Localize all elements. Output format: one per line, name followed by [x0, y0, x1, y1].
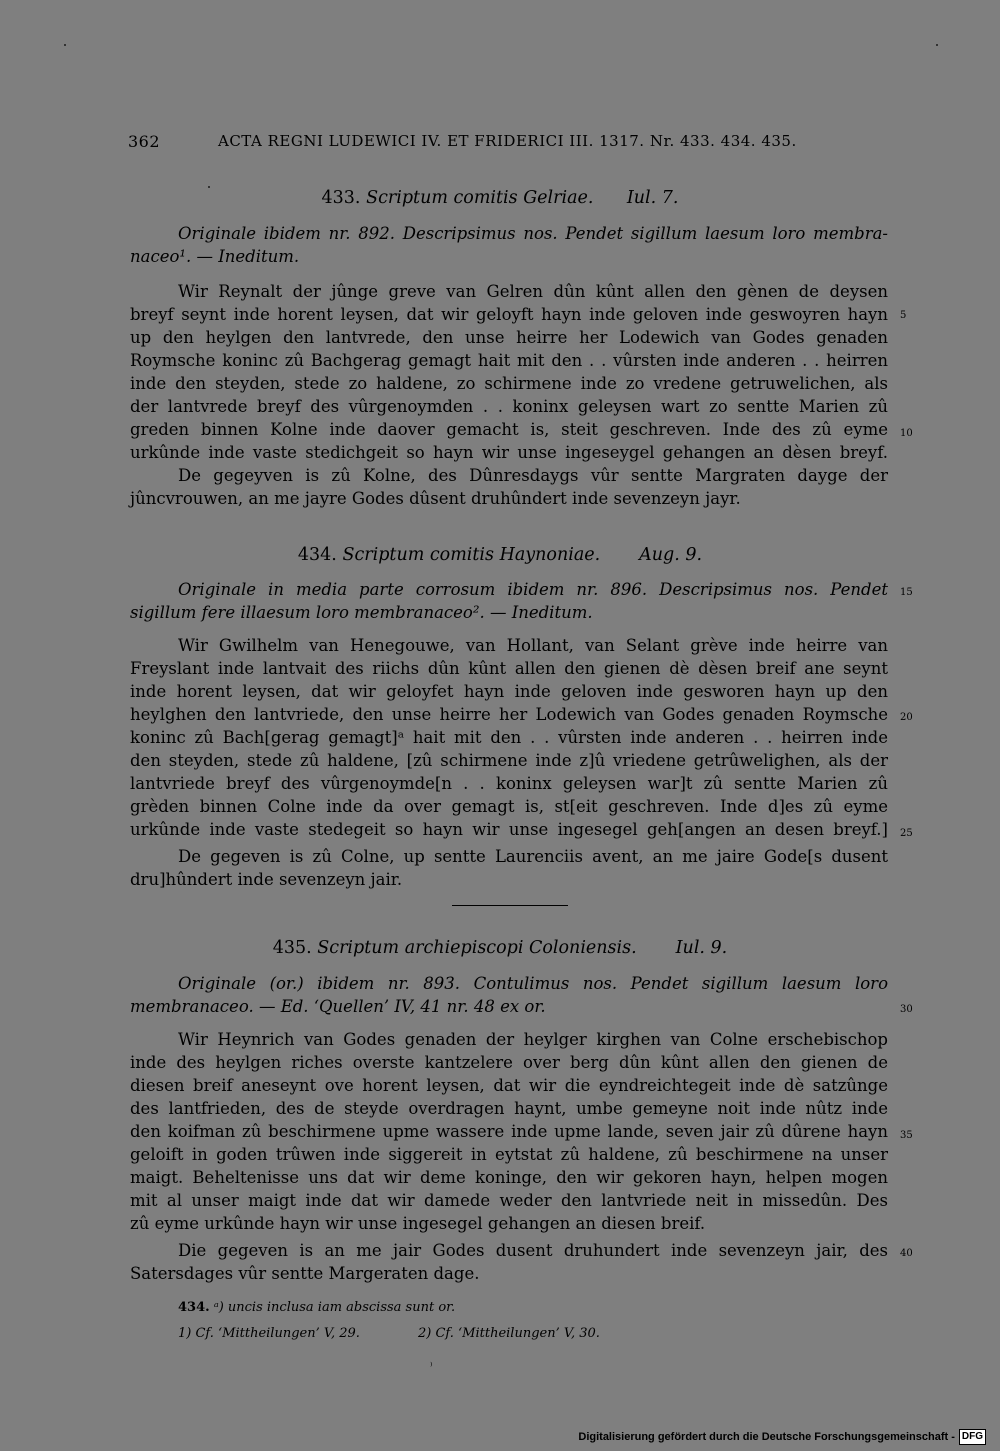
doc-number: 435.: [272, 938, 312, 958]
dfg-logo-icon: DFG: [959, 1429, 986, 1445]
doc-meta-line: sigillum fere illaesum loro membranaceo². — Ineditum.: [130, 603, 593, 622]
text-line: der lantvrede breyf des vûrgenoymden . . koninx geleysen wart zo sentte Marien zû: [130, 397, 888, 416]
doc-meta-line: Originale ibidem nr. 892. Descripsimus nos. Pendet sigillum laesum loro membra-: [178, 224, 888, 243]
text-line: diesen breif aneseynt ove horent leysen, dat wir die eyndreichtegeit inde dè satzûnge: [130, 1076, 888, 1095]
text-line: De gegeyven is zû Kolne, des Dûnresdaygs vûr sentte Margraten dayge der: [178, 466, 888, 485]
signature-mark: ₎: [430, 1358, 433, 1369]
doc-number: 433.: [321, 188, 361, 208]
text-line: De gegeven is zû Colne, up sentte Laurenciis avent, an me jaire Gode[s dusent: [178, 847, 888, 866]
page-header: [128, 132, 898, 156]
text-line: maigt. Beheltenisse uns dat wir deme koninge, den wir gekoren hayn, helpen mogen: [130, 1168, 888, 1187]
scan-speck: [936, 44, 938, 46]
text-line: Wir Reynalt der jûnge greve van Gelren dûn kûnt allen den gènen de deysen: [178, 282, 888, 301]
margin-line-number: 5: [900, 310, 907, 321]
margin-line-number: 40: [900, 1248, 913, 1259]
text-line: den koifman zû beschirmene upme wassere inde upme lande, seven jair zû dûrene hayn: [130, 1122, 888, 1141]
text-line: Satersdages vûr sentte Margeraten dage.: [130, 1264, 480, 1283]
text-line: mit al unser maigt inde dat wir damede weder den lantvriede neit in missedûn. Des: [130, 1191, 888, 1210]
text-line: lantvriede breyf des vûrgenoymde[n . . koninx geleysen war]t zû sentte Marien zû: [130, 774, 888, 793]
doc-meta-line: Originale in media parte corrosum ibidem nr. 896. Descripsimus nos. Pendet: [178, 580, 888, 599]
text-line: des lantfrieden, des de steyde overdragen haynt, umbe gemeyne noit inde nûtz inde: [130, 1099, 888, 1118]
text-line: heylghen den lantvriede, den unse heirre her Lodewich van Godes genaden Roymsche: [130, 705, 888, 724]
text-line: Wir Gwilhelm van Henegouwe, van Hollant, van Selant grève inde heirre van: [178, 636, 888, 655]
text-line: greden binnen Kolne inde daover gemacht is, steit geschreven. Inde des zû eyme: [130, 420, 888, 439]
doc-number: 434.: [297, 545, 337, 565]
doc-435-title: [0, 938, 1000, 958]
margin-line-number: 35: [900, 1130, 913, 1141]
doc-date: Iul. 7.: [626, 188, 679, 208]
footnote-ref: 434.: [178, 1300, 210, 1315]
margin-line-number: 15: [900, 587, 913, 598]
text-line: breyf seynt inde horent leysen, dat wir geloyft hayn inde geloven inde geswoyren hayn: [130, 305, 888, 324]
text-line: dru]hûndert inde sevenzeyn jair.: [130, 870, 403, 889]
doc-433-title: [0, 188, 1000, 208]
margin-line-number: 30: [900, 1004, 913, 1015]
running-title: ACTA REGNI LUDEWICI IV. ET FRIDERICI III. 1317. Nr. 433. 434. 435.: [218, 132, 797, 150]
text-line: den steyden, stede zû haldene, [zû schirmene inde z]û vriedene getrûwelighen, als der: [130, 751, 888, 770]
text-line: geloift in goden trûwen inde siggereit in eytstat zû haldene, zû beschirmene na unser: [130, 1145, 888, 1164]
text-line: Freyslant inde lantvait des riichs dûn kûnt allen den gienen dè dèsen breif ane seynt: [130, 659, 888, 678]
doc-meta-line: naceo¹. — Ineditum.: [130, 247, 300, 266]
margin-line-number: 20: [900, 712, 913, 723]
doc-date: Iul. 9.: [675, 938, 728, 958]
doc-heading: Scriptum archiepiscopi Coloniensis.: [317, 938, 637, 958]
scan-speck: [64, 44, 66, 46]
doc-heading: Scriptum comitis Haynoniae.: [342, 545, 601, 565]
doc-heading: Scriptum comitis Gelriae.: [366, 188, 594, 208]
margin-line-number: 10: [900, 428, 913, 439]
text-line: inde horent leysen, dat wir geloyfet hayn inde geloven inde gesworen hayn up den: [130, 682, 888, 701]
text-line: koninc zû Bach[gerag gemagt]ᵃ hait mit den . . vûrsten inde anderen . . heirren inde: [130, 728, 888, 747]
text-line: jûncvrouwen, an me jayre Godes dûsent druhûndert inde sevenzeyn jayr.: [130, 489, 741, 508]
digitization-credit: [578, 1427, 986, 1447]
footnote-a: [178, 1300, 455, 1315]
section-divider: [452, 905, 568, 906]
text-line: inde des heylgen riches overste kantzelere over berg dûn kûnt allen den gienen de: [130, 1053, 888, 1072]
margin-line-number: 25: [900, 828, 913, 839]
text-line: urkûnde inde vaste stedichgeit so hayn wir unse ingeseygel gehangen an dèsen breyf.: [130, 443, 888, 462]
text-line: Die gegeven is an me jair Godes dusent druhundert inde sevenzeyn jair, des: [178, 1241, 888, 1260]
text-line: Roymsche koninc zû Bachgerag gemagt hait mit den . . vûrsten inde anderen . . heirren: [130, 351, 888, 370]
text-line: Wir Heynrich van Godes genaden der heylger kirghen van Colne erschebischop: [178, 1030, 888, 1049]
text-line: urkûnde inde vaste stedegeit so hayn wir unse ingesegel geh[angen an desen breyf.]: [130, 820, 888, 839]
doc-date: Aug. 9.: [639, 545, 703, 565]
footnote-1: 1) Cf. ‘Mittheilungen’ V, 29.: [178, 1326, 360, 1341]
text-line: inde den steyden, stede zo haldene, zo schirmene inde zo vredene getruwelichen, als: [130, 374, 888, 393]
doc-meta-line: membranaceo. — Ed. ‘Quellen’ IV, 41 nr. 48 ex or.: [130, 997, 546, 1016]
page-number: 362: [128, 132, 161, 151]
text-line: up den heylgen den lantvrede, den unse heirre her Lodewich van Godes genaden: [130, 328, 888, 347]
text-line: grèden binnen Colne inde da over gemagt is, st[eit geschreven. Inde d]es zû eyme: [130, 797, 888, 816]
footnote-2: 2) Cf. ‘Mittheilungen’ V, 30.: [418, 1326, 600, 1341]
footnote-text: ᵃ) uncis inclusa iam abscissa sunt or.: [213, 1300, 456, 1315]
credit-text: Digitalisierung gefördert durch die Deutsche Forschungsgemeinschaft -: [578, 1431, 955, 1443]
doc-434-title: [0, 545, 1000, 565]
doc-meta-line: Originale (or.) ibidem nr. 893. Contulimus nos. Pendet sigillum laesum loro: [178, 974, 888, 993]
text-line: zû eyme urkûnde hayn wir unse ingesegel gehangen an diesen breif.: [130, 1214, 706, 1233]
